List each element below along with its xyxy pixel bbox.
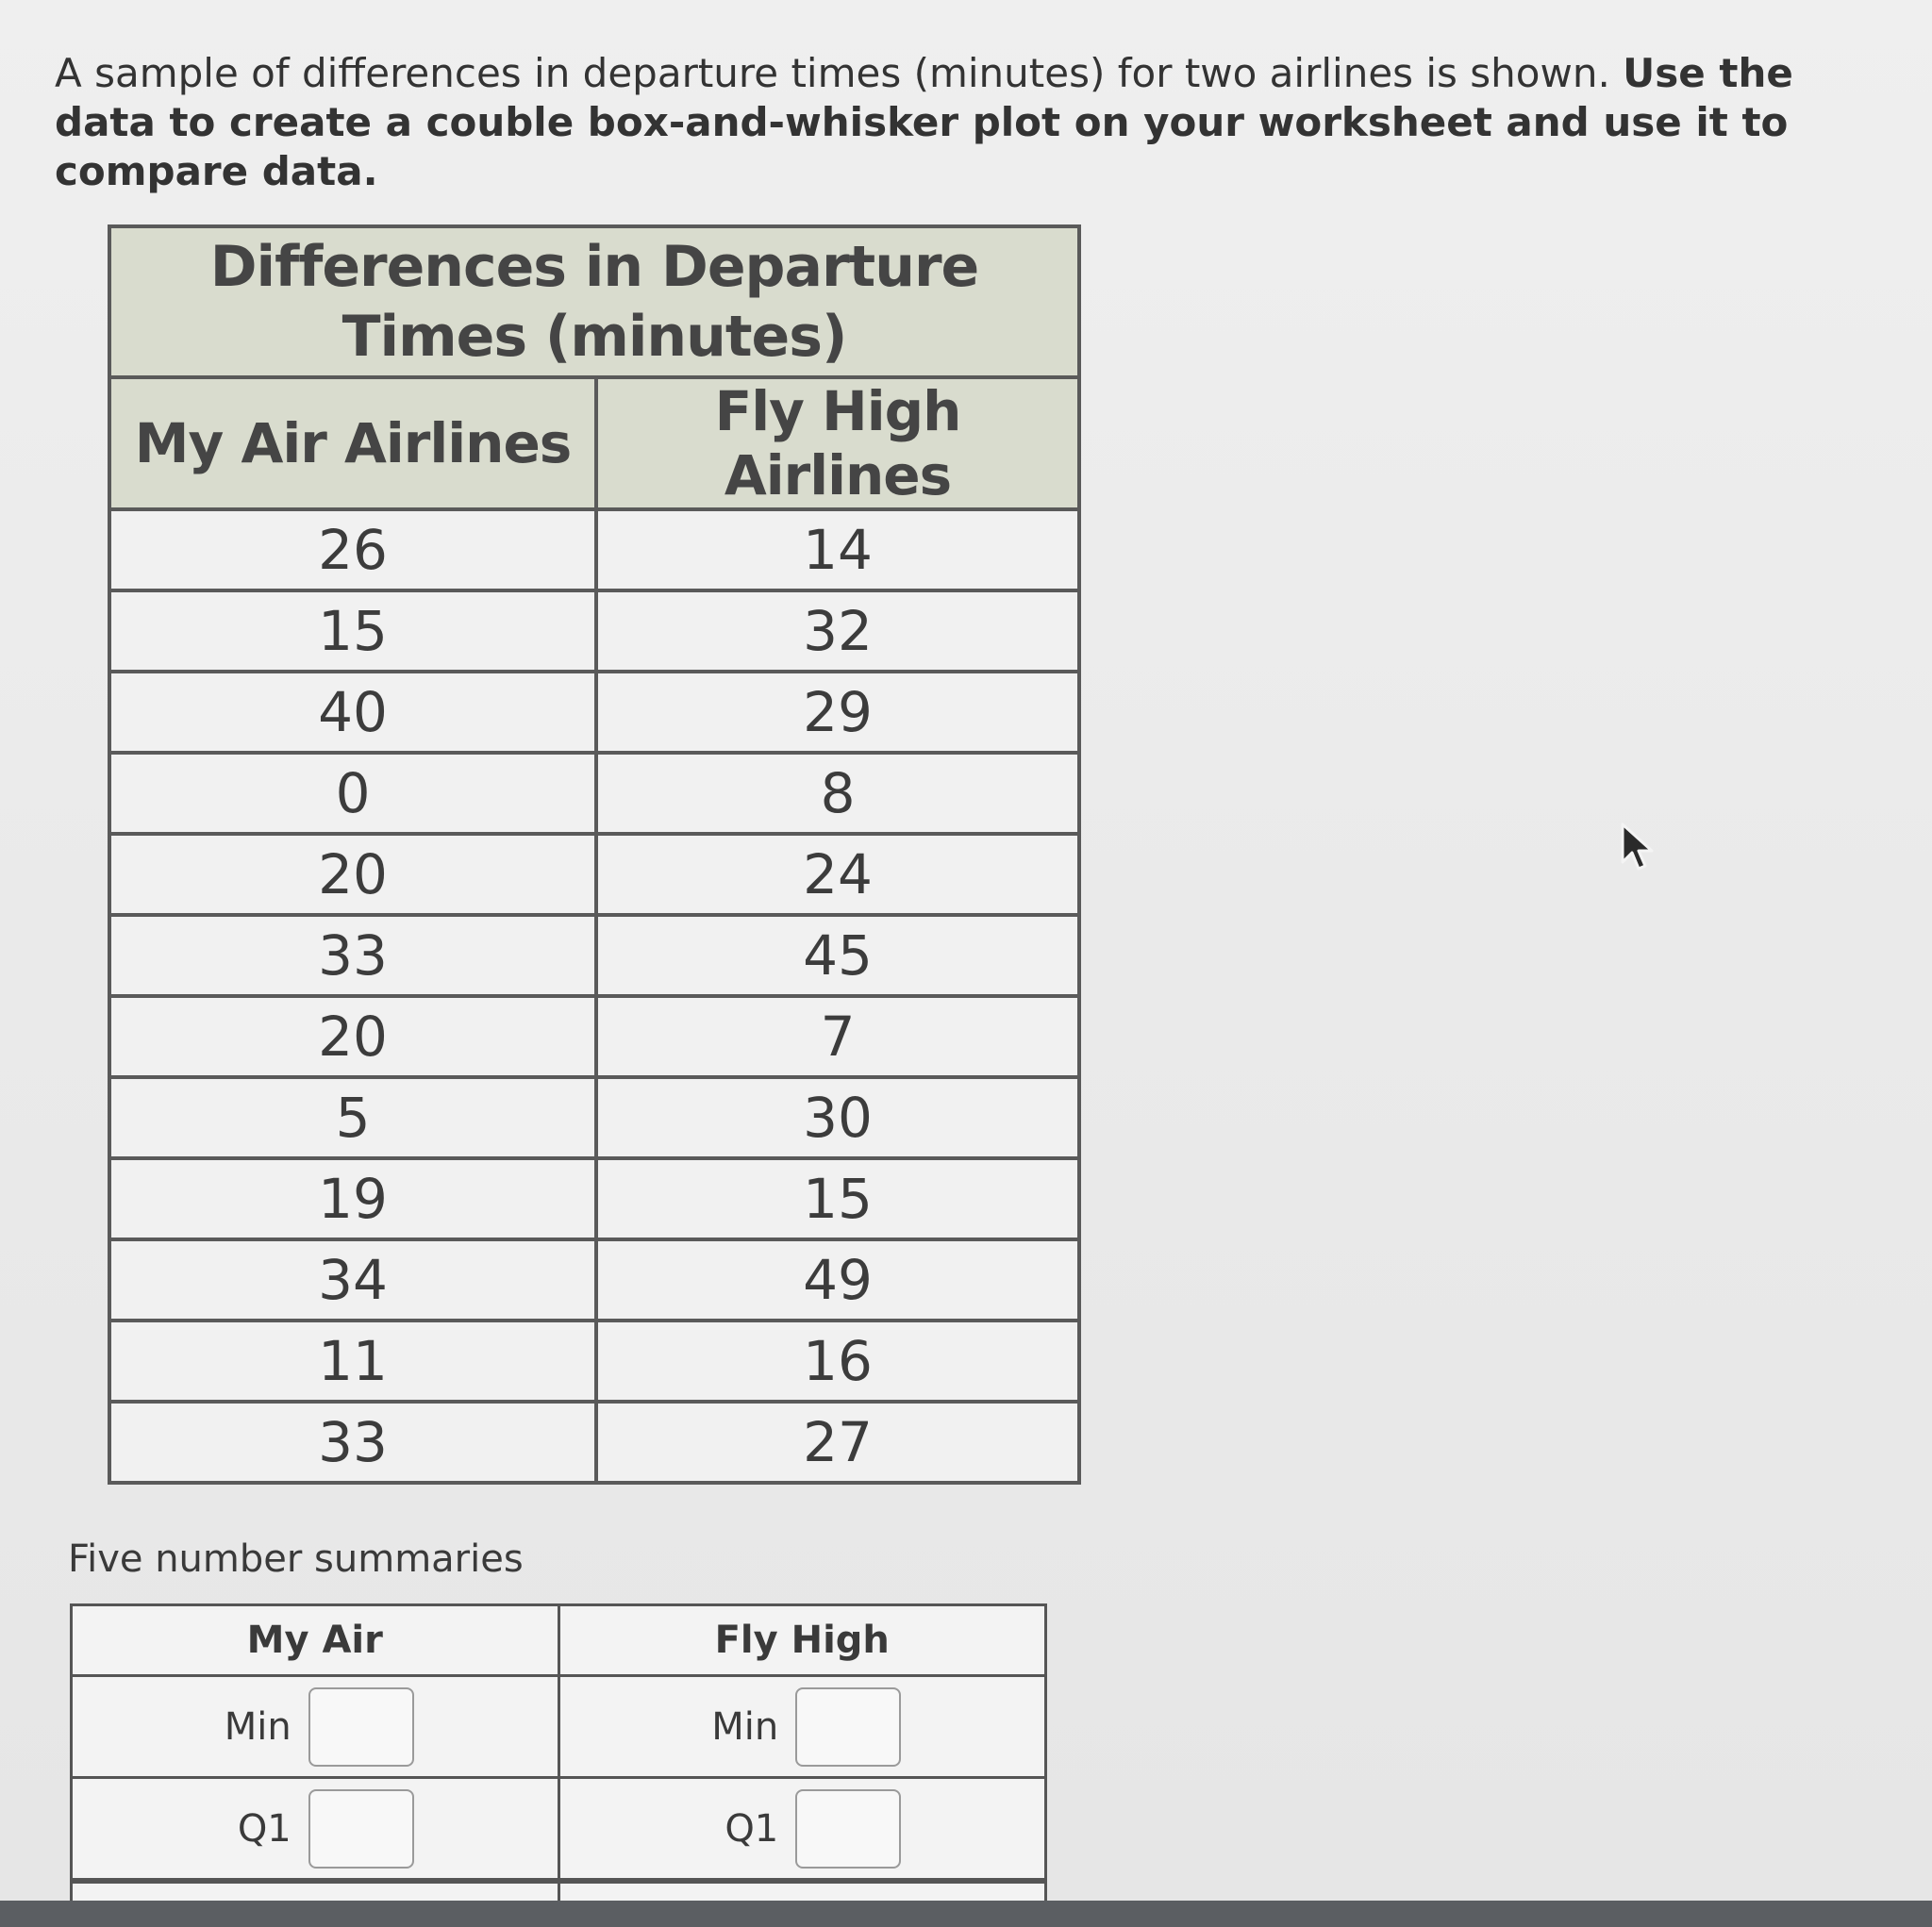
summary-row-q1 [72,1778,1046,1880]
table-row [109,1321,1079,1402]
my-air-value: 19 [109,1158,596,1239]
table-row [109,915,1079,996]
my-air-value: 26 [109,509,596,590]
summary-row-cutoff [70,1881,1047,1901]
table-row [109,1158,1079,1239]
column-header-fly-high: Fly High Airlines [596,377,1079,509]
fly-high-value: 14 [596,509,1079,590]
fly-high-min-label: Min [711,1704,779,1749]
my-air-min-label: Min [224,1704,291,1749]
my-air-value: 5 [109,1077,596,1158]
table-row [109,590,1079,672]
fly-high-value: 32 [596,590,1079,672]
my-air-q1-input[interactable] [308,1789,414,1869]
table-row [109,1077,1079,1158]
question-prompt [55,49,1875,196]
table-row [109,1239,1079,1321]
my-air-value: 33 [109,1402,596,1483]
table-title: Differences in Departure Times (minutes) [109,226,1079,377]
table-row [109,753,1079,834]
five-number-summary-table [70,1603,1047,1881]
my-air-value: 34 [109,1239,596,1321]
fly-high-q1-input[interactable] [795,1789,901,1869]
fly-high-value: 29 [596,672,1079,753]
fly-high-value: 16 [596,1321,1079,1402]
my-air-value: 15 [109,590,596,672]
my-air-value: 20 [109,834,596,915]
my-air-value: 33 [109,915,596,996]
table-row [109,996,1079,1077]
column-header-my-air: My Air Airlines [109,377,596,509]
fly-high-value: 24 [596,834,1079,915]
my-air-value: 0 [109,753,596,834]
departure-times-table [108,224,1081,1485]
summary-row-min [72,1676,1046,1778]
my-air-value: 11 [109,1321,596,1402]
my-air-min-input[interactable] [308,1687,414,1767]
fly-high-value: 49 [596,1239,1079,1321]
fly-high-value: 8 [596,753,1079,834]
prompt-instruction: Use the data to create a couble box-and-whisker plot on your worksheet and use it to compare data. [55,50,1793,194]
table-row [109,509,1079,590]
fly-high-value: 45 [596,915,1079,996]
fly-high-value: 15 [596,1158,1079,1239]
table-row [109,672,1079,753]
fly-high-value: 30 [596,1077,1079,1158]
my-air-value: 40 [109,672,596,753]
five-number-summaries-label: Five number summaries [68,1537,524,1581]
table-row [109,834,1079,915]
summary-header-fly-high: Fly High [558,1605,1046,1676]
prompt-intro: A sample of differences in departure times (minutes) for two airlines is shown. [55,50,1610,96]
summary-header-my-air: My Air [72,1605,559,1676]
fly-high-value: 7 [596,996,1079,1077]
fly-high-value: 27 [596,1402,1079,1483]
screen-bottom-bar [0,1901,1932,1927]
mouse-pointer-icon [1619,822,1657,873]
fly-high-q1-label: Q1 [724,1806,779,1851]
table-row [109,1402,1079,1483]
fly-high-min-input[interactable] [795,1687,901,1767]
my-air-q1-label: Q1 [237,1806,291,1851]
my-air-value: 20 [109,996,596,1077]
